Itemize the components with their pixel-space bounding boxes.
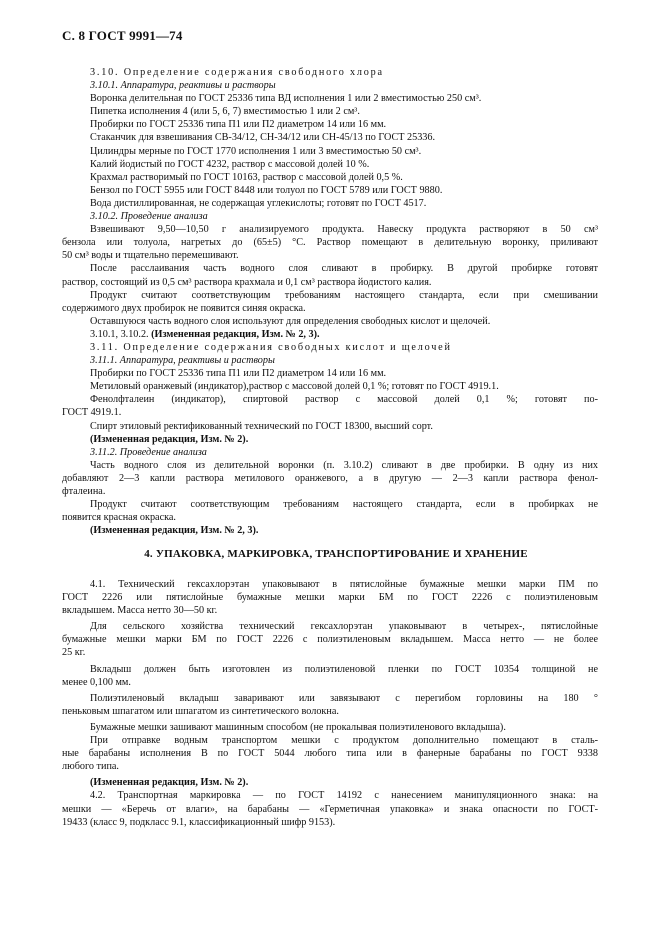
heading-3-10-1: 3.10.1. Аппаратура, реактивы и растворы <box>90 80 276 92</box>
paragraph-line: 25 кг. <box>62 647 86 659</box>
paragraph-line: менее 0,100 мм. <box>62 676 131 688</box>
list-item: Цилиндры мерные по ГОСТ 1770 исполнения 1 или 3 вместимостью 50 см³. <box>90 145 422 157</box>
list-item: Крахмал растворимый по ГОСТ 10163, раствор с массовой долей 0,5 %. <box>90 171 403 183</box>
list-item: Метиловый оранжевый (индикатор),раствор с массовой долей 0,1 %; готовят по ГОСТ 4919.1. <box>90 381 499 393</box>
paragraph-line: ГОСТ 4919.1. <box>62 407 122 419</box>
paragraph-line: 4.2. Транспортная маркировка — по ГОСТ 14192 с нанесением манипуляционного знака: на <box>90 790 598 802</box>
paragraph-line: ные барабаны исполнения В по ГОСТ 5044 любого типа или в фанерные барабаны по ГОСТ 9338 <box>62 748 598 760</box>
paragraph-line: 4.1. Технический гексахлорэтан упаковывают в пятислойные бумажные мешки марки ПМ по <box>90 579 598 590</box>
paragraph-line: Продукт считают соответствующим требованиям настоящего стандарта, если при смешивании <box>90 289 598 301</box>
heading-3-10: 3.10. Определение содержания свободного хлора <box>90 67 384 78</box>
heading-3-11-2: 3.11.2. Проведение анализа <box>90 446 207 458</box>
list-item: Воронка делительная по ГОСТ 25336 типа ВД исполнения 1 или 2 вместимостью 250 см³. <box>90 93 482 105</box>
paragraph-line: Взвешивают 9,50—10,50 г анализируемого продукта. Навеску продукта растворяют в 50 см³ <box>90 224 598 236</box>
paragraph-line: вкладышем. Масса нетто 30—50 кг. <box>62 605 218 617</box>
amendment-note: (Измененная редакция, Изм. № 2). <box>90 777 249 789</box>
paragraph-line: мешки — «Беречь от влаги», на барабаны — «Герметичная упаковка» и знака опасности по ГОСТ- <box>62 803 598 815</box>
paragraph-line: После расслаивания часть водного слоя сливают в пробирку. В другой пробирке готовят <box>90 263 598 275</box>
paragraph-line: ГОСТ 2226 или пятислойные бумажные мешки марки БМ по ГОСТ 2226 с полиэтиленовым <box>62 592 598 604</box>
page-header: С. 8 ГОСТ 9991—74 <box>62 28 183 43</box>
amendment-note <box>90 328 598 341</box>
paragraph-line: Продукт считают соответствующим требованиям настоящего стандарта, если в пробирках не <box>90 499 598 511</box>
paragraph-line: бензола или толуола, нагретых до (65±5) °С. Раствор помещают в делительную воронку, приливают <box>62 237 598 249</box>
paragraph-line: появится красная окраска. <box>62 512 176 524</box>
section-4-title: 4. УПАКОВКА, МАРКИРОВКА, ТРАНСПОРТИРОВАНИЕ И ХРАНЕНИЕ <box>144 548 528 560</box>
list-item: Пробирки по ГОСТ 25336 типа П1 или П2 диаметром 14 или 16 мм. <box>90 368 387 380</box>
paragraph-line: содержимого двух пробирок не появится синяя окраска. <box>62 302 306 314</box>
list-item: Бензол по ГОСТ 5955 или ГОСТ 8448 или толуол по ГОСТ 5789 или ГОСТ 9880. <box>90 184 443 196</box>
paragraph-line: Часть водного слоя из делительной воронки (п. 3.10.2) сливают в две пробирки. В одну из них <box>90 459 598 471</box>
paragraph-line: добавляют 2—3 капли раствора метилового оранжевого, а в другую — 2—3 капли раствора фенол- <box>62 472 598 484</box>
paragraph-line: пеньковым шпагатом или шпагатом из синтетического волокна. <box>62 705 339 717</box>
paragraph-line: фталеина. <box>62 486 106 497</box>
paragraph-line: Фенолфталеин (индикатор), спиртовой раствор с массовой долей 0,1 %; готовят по- <box>90 394 598 406</box>
paragraph-line: Оставшуюся часть водного слоя используют для определения свободных кислот и щелочей. <box>90 315 491 327</box>
heading-3-11-1: 3.11.1. Аппаратура, реактивы и растворы <box>90 355 275 367</box>
list-item: Пробирки по ГОСТ 25336 типа П1 или П2 диаметром 14 или 16 мм. <box>90 119 387 131</box>
list-item: Спирт этиловый ректификованный технический по ГОСТ 18300, высший сорт. <box>90 420 433 432</box>
amendment-ref: 3.10.1, 3.10.2. <box>90 328 149 340</box>
paragraph-line: раствор, состоящий из 0,5 см³ раствора крахмала и 0,1 см³ раствора йодистого калия. <box>62 276 432 288</box>
paragraph-line: бумажные мешки марки БМ по ГОСТ 2226 с полиэтиленовым вкладышем. Масса нетто — не более <box>62 634 598 646</box>
list-item: Калий йодистый по ГОСТ 4232, раствор с массовой долей 10 %. <box>90 158 370 170</box>
heading-3-10-2: 3.10.2. Проведение анализа <box>90 211 208 223</box>
section-3-body <box>62 66 598 537</box>
paragraph-line: Бумажные мешки зашивают машинным способом (не прокалывая полиэтиленового вкладыша). <box>90 721 506 733</box>
paragraph-line: Для сельского хозяйства технический гексахлорэтан упаковывают в четырех-, пятислойные <box>90 621 598 633</box>
list-item: Стаканчик для взвешивания СВ-34/12, СН-34/12 или СН-45/13 по ГОСТ 25336. <box>90 132 436 144</box>
list-item: Пипетка исполнения 4 (или 5, 6, 7) вместимостью 1 или 2 см³. <box>90 106 360 118</box>
paragraph-line: При отправке водным транспортом мешки с продуктом дополнительно помещают в сталь- <box>90 735 598 747</box>
amendment-note: (Измененная редакция, Изм. № 2, 3). <box>90 525 259 537</box>
amendment-note: (Измененная редакция, Изм. № 2). <box>90 433 249 445</box>
heading-3-11: 3.11. Определение содержания свободных кислот и щелочей <box>90 341 452 353</box>
amendment-text: (Измененная редакция, Изм. № 2, 3). <box>151 328 320 340</box>
paragraph-line: Полиэтиленовый вкладыш заваривают или завязывают с перегибом горловины на 180 ° <box>90 692 598 704</box>
paragraph-line: 19433 (класс 9, подкласс 9.1, классификационный шифр 9153). <box>62 816 336 828</box>
section-4-body <box>62 578 598 829</box>
paragraph-line: 50 см³ воды и тщательно перемешивают. <box>62 250 239 262</box>
list-item: Вода дистиллированная, не содержащая углекислоты; готовят по ГОСТ 4517. <box>90 197 427 209</box>
paragraph-line: любого типа. <box>62 761 119 773</box>
paragraph-line: Вкладыш должен быть изготовлен из полиэтиленовой пленки по ГОСТ 10354 толщиной не <box>90 663 598 675</box>
